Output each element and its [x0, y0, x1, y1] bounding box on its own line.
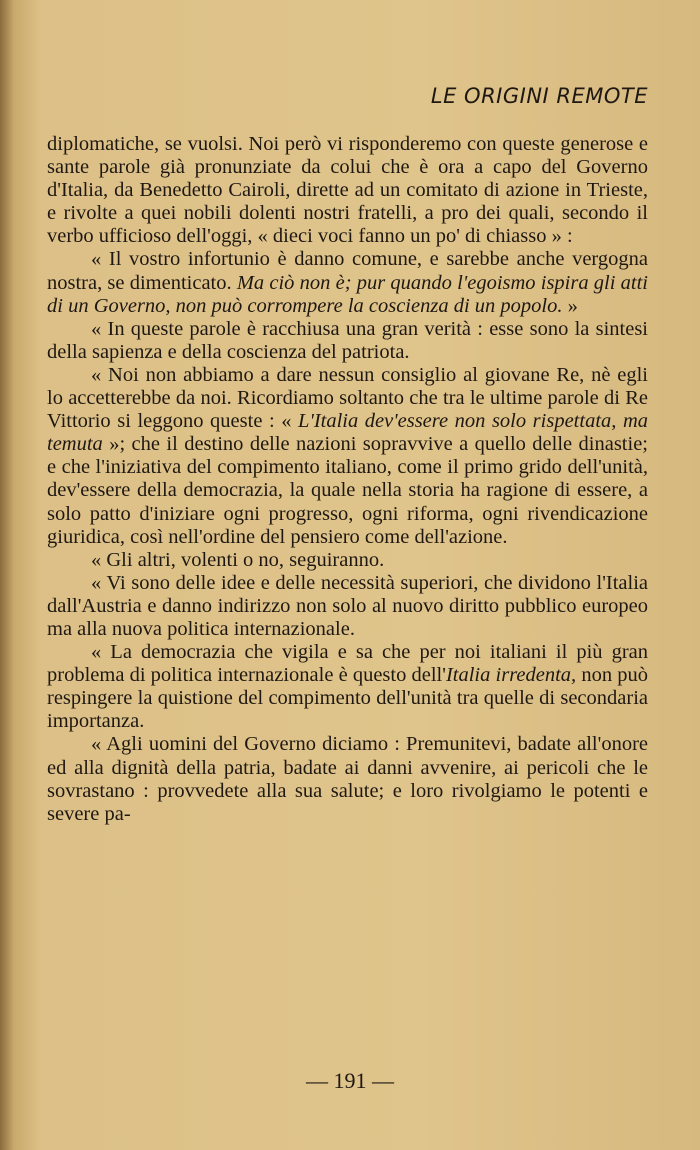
paragraph [47, 248, 648, 317]
paragraph [47, 549, 648, 572]
page-number: — 191 — [306, 1068, 394, 1093]
text-run: « Il vostro infortunio è danno comune, e sarebbe anche vergogna nostra, se dimenticato. [47, 248, 648, 294]
text-run: diplomatiche, se vuolsi. Noi però vi risponderemo con queste generose e sante parole già pronunziate da colui che è ora a capo del Governo d'Italia, da Benedetto Cairoli, dirette ad un comitato di azione in Trieste, e rivolte a quei nobili dolenti nostri fratelli, a pro dei quali, secondo il verbo ufficioso dell'oggi, « dieci voci fanno un po' di chiasso » : [47, 133, 648, 248]
text-run: « Agli uomini del Governo diciamo : Premunitevi, badate all'onore ed alla dignità della patria, badate ai danni avvenire, ai pericoli che le sovrastano : provvedete alla sua salute; e loro rivolgiamo le potenti e severe pa- [47, 733, 648, 825]
text-run: « Vi sono delle idee e delle necessità superiori, che dividono l'Italia dall'Austria e danno indirizzo non solo al nuovo diritto pubblico europeo ma alla nuova politica internazionale. [47, 571, 648, 640]
running-head: LE ORIGINI REMOTE [430, 84, 648, 108]
paragraph [47, 733, 648, 825]
italic-text: Italia irredenta, [445, 664, 577, 687]
text-run: « In queste parole è racchiusa una gran verità : esse sono la sintesi della sapienza e della coscienza del patriota. [47, 317, 648, 363]
text-run: »; che il destino delle nazioni sopravvive a quello delle dinastie; e che l'iniziativa del compimento italiano, come il primo grido dell'unità, dev'essere della democrazia, la quale nella storia ha ragione di essere, a solo patto d'iniziare ogni progresso, ogni riforma, ogni rivendicazione giuridica, così nell'ordine del pensiero come dell'azione. [47, 433, 648, 548]
paragraph [47, 364, 648, 549]
paragraph [47, 133, 648, 248]
paragraph [47, 572, 648, 641]
text-run: « Noi non abbiamo a dare nessun consiglio al giovane Re, nè egli lo accetterebbe da noi. Ricordiamo soltanto che tra le ultime parole di Re Vittorio si leggono queste : « [47, 363, 648, 433]
italic-text: Ma ciò non è; pur quando l'egoismo ispira gli atti di un Governo, non può corrompere la coscienza di un popolo. [47, 271, 648, 317]
body-text [47, 133, 648, 826]
text-run: « Gli altri, volenti o no, seguiranno. [91, 548, 385, 571]
paragraph [47, 641, 648, 733]
italic-text: L'Italia dev'essere non solo rispettata, ma temuta [47, 410, 648, 456]
text-run: « La democrazia che vigila e sa che per noi italiani il più gran problema di politica internazionale è questo dell' [47, 641, 648, 687]
text-run: » [562, 294, 578, 317]
paragraph [47, 318, 648, 364]
text-run: non può respingere la quistione del compimento dell'unità tra quelle di secondaria importanza. [47, 664, 649, 733]
